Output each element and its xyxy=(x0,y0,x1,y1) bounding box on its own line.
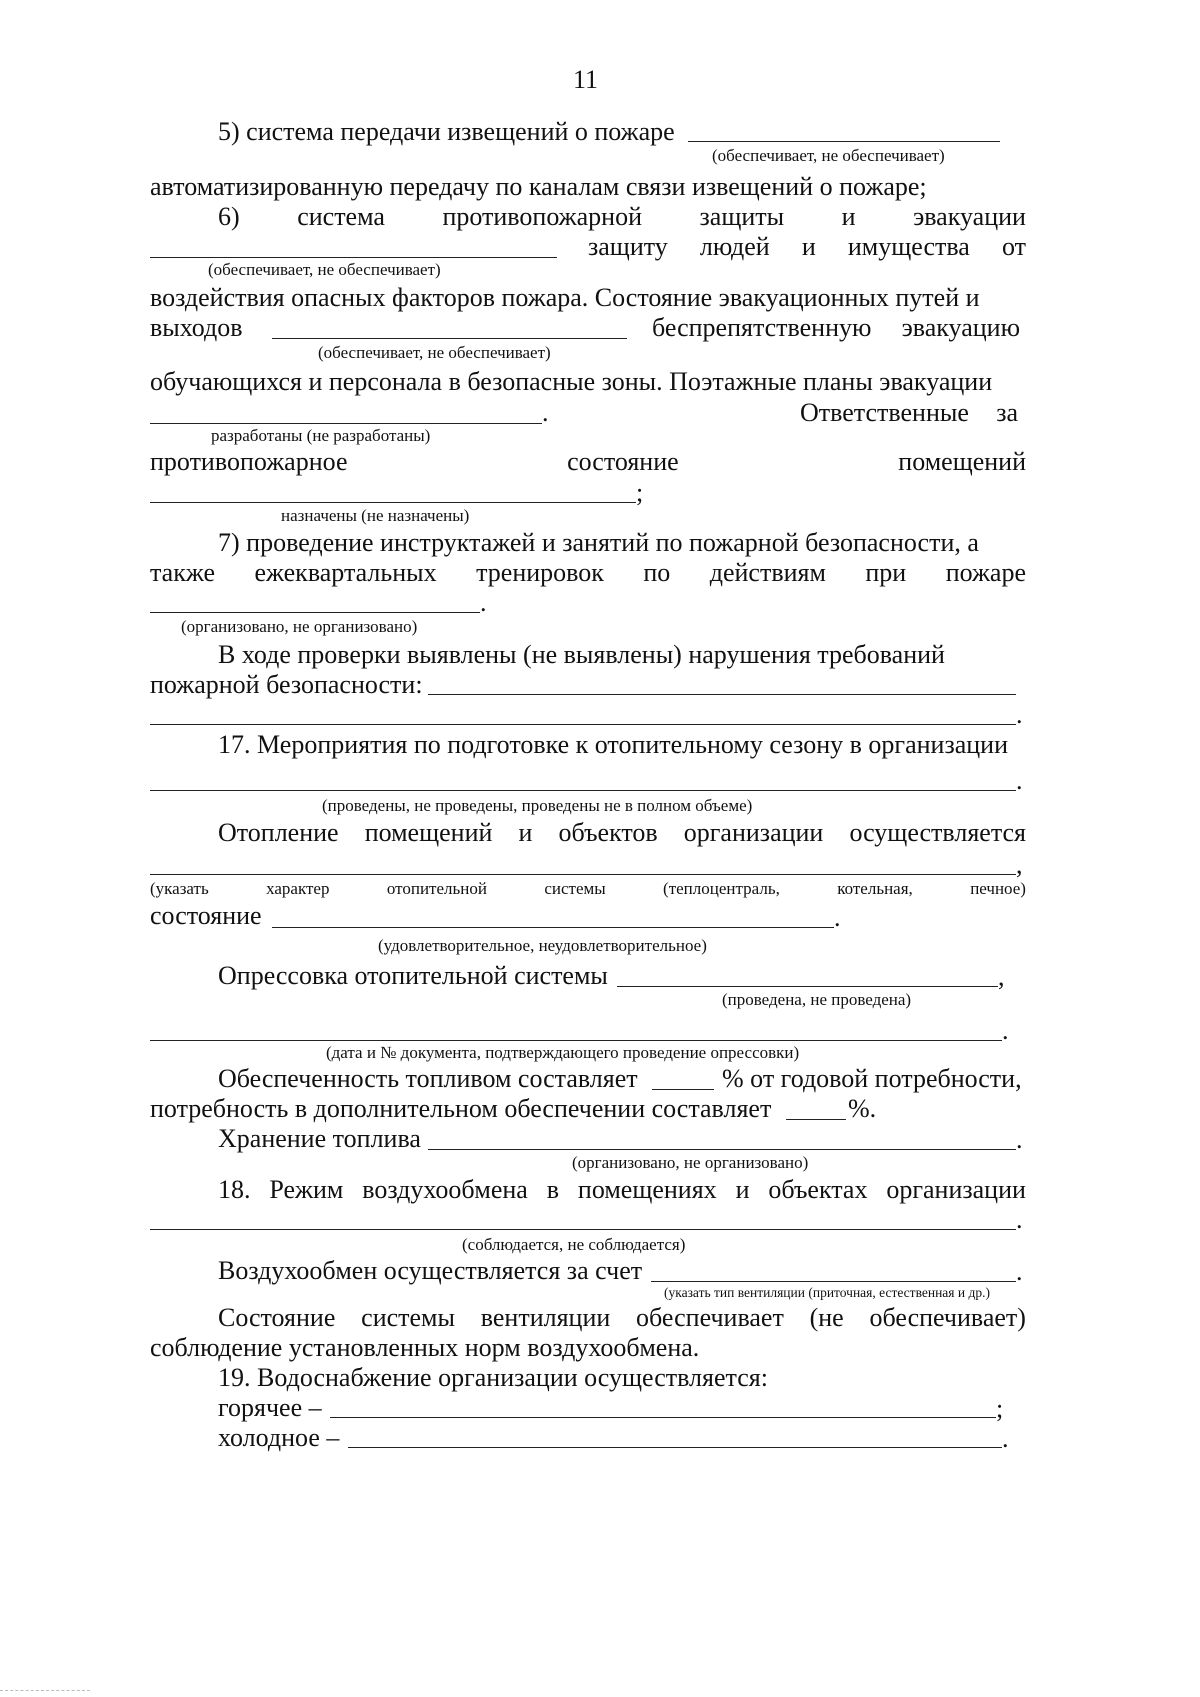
p6-hint-3: разработаны (не разработаны) xyxy=(211,426,431,445)
s18-line1: 18. Режим воздухообмена в помещениях и объектах организации xyxy=(218,1175,1026,1204)
heating-comma: , xyxy=(1016,850,1023,879)
p7-line2: также ежеквартальных тренировок по действиям при пожаре xyxy=(150,558,1026,587)
s18-dot: . xyxy=(1016,1205,1023,1234)
s18-hint: (соблюдается, не соблюдается) xyxy=(462,1235,686,1254)
violations-blank-1[interactable] xyxy=(428,694,1016,695)
p6-blank-3[interactable] xyxy=(150,423,542,424)
heating-blank[interactable] xyxy=(150,874,1016,875)
p6-dot: . xyxy=(542,398,549,427)
violations-blank-2[interactable] xyxy=(150,724,1016,725)
p6-responsible: Ответственные за xyxy=(800,398,1018,427)
s17-blank[interactable] xyxy=(150,790,1016,791)
pressure-doc-hint: (дата и № документа, подтверждающего проведение опрессовки) xyxy=(326,1043,800,1062)
fuel-percent-blank-2[interactable] xyxy=(786,1119,846,1120)
air-label: Воздухообмен осуществляется за счет xyxy=(218,1256,643,1285)
p6-line1: 6) система противопожарной защиты и эвакуации xyxy=(218,202,1026,231)
p6-hint-2: (обеспечивает, не обеспечивает) xyxy=(318,343,551,362)
pressure-doc-blank[interactable] xyxy=(150,1040,1002,1041)
cold-water-end: . xyxy=(1002,1424,1009,1453)
s17-line1: 17. Мероприятия по подготовке к отопительному сезону в организации xyxy=(218,730,1008,759)
state-dot: . xyxy=(834,903,841,932)
state-hint: (удовлетворительное, неудовлетворительное) xyxy=(378,936,707,955)
fuel-line1-b: % от годовой потребности, xyxy=(722,1064,1022,1093)
s17-dot: . xyxy=(1016,766,1023,795)
p7-blank[interactable] xyxy=(150,612,480,613)
p7-line1: 7) проведение инструктажей и занятий по пожарной безопасности, а xyxy=(218,528,979,557)
fuel-percent-blank-1[interactable] xyxy=(652,1089,714,1090)
hot-water-end: ; xyxy=(996,1394,1004,1423)
cold-water-blank[interactable] xyxy=(348,1447,1002,1448)
p6-blank-4[interactable] xyxy=(150,502,636,503)
fuel-line2-a: потребность в дополнительном обеспечении составляет xyxy=(150,1094,772,1123)
fuel-line2-b: %. xyxy=(848,1094,877,1123)
p6-hint-4: назначены (не назначены) xyxy=(281,506,470,525)
p6-line2: защиту людей и имущества от xyxy=(588,232,1026,261)
p5-continuation: автоматизированную передачу по каналам связи извещений о пожаре; xyxy=(150,172,927,201)
pressure-label: Опрессовка отопительной системы xyxy=(218,961,608,990)
storage-label: Хранение топлива xyxy=(218,1124,421,1153)
p6-line3: воздействия опасных факторов пожара. Состояние эвакуационных путей и xyxy=(150,283,980,312)
p5-hint: (обеспечивает, не обеспечивает) xyxy=(712,146,945,165)
vent-line2: соблюдение установленных норм воздухообмена. xyxy=(150,1333,700,1362)
p6-blank-2[interactable] xyxy=(272,338,627,339)
pressure-comma: , xyxy=(998,962,1005,991)
pressure-dot: . xyxy=(1002,1016,1009,1045)
violations-dot: . xyxy=(1016,700,1023,729)
state-blank[interactable] xyxy=(272,927,834,928)
p6-line7: противопожарное состояние помещений xyxy=(150,447,1026,476)
p7-hint: (организовано, не организовано) xyxy=(181,617,418,636)
air-blank[interactable] xyxy=(651,1281,1016,1282)
p6-hint-1: (обеспечивает, не обеспечивает) xyxy=(208,260,441,279)
vent-line1: Состояние системы вентиляции обеспечивает (не обеспечивает) xyxy=(218,1303,1026,1332)
air-hint: (указать тип вентиляции (приточная, естественная и др.) xyxy=(664,1285,990,1300)
p6-exits-tail: беспрепятственную эвакуацию xyxy=(652,313,1020,342)
storage-hint: (организовано, не организовано) xyxy=(572,1153,809,1172)
p6-line5: обучающихся и персонала в безопасные зоны. Поэтажные планы эвакуации xyxy=(150,367,993,396)
p5-lead: 5) система передачи извещений о пожаре xyxy=(218,117,675,146)
p6-exits-label: выходов xyxy=(150,313,243,342)
pressure-blank[interactable] xyxy=(617,986,998,987)
air-dot: . xyxy=(1016,1257,1023,1286)
state-label: состояние xyxy=(150,901,262,930)
cold-water-label: холодное – xyxy=(218,1423,340,1452)
s17-hint: (проведены, не проведены, проведены не в полном объеме) xyxy=(322,796,753,815)
p6-semicolon: ; xyxy=(636,478,644,507)
p5-blank[interactable] xyxy=(688,141,1000,142)
storage-dot: . xyxy=(1016,1125,1023,1154)
scan-edge-mark xyxy=(0,1690,90,1691)
violations-line1: В ходе проверки выявлены (не выявлены) нарушения требований xyxy=(218,640,945,669)
p7-dot: . xyxy=(480,588,487,617)
pressure-hint: (проведена, не проведена) xyxy=(722,990,912,1009)
heating-line1: Отопление помещений и объектов организации осуществляется xyxy=(218,818,1026,847)
violations-line2: пожарной безопасности: xyxy=(150,670,423,699)
s18-blank[interactable] xyxy=(150,1229,1016,1230)
fuel-line1-a: Обеспеченность топливом составляет xyxy=(218,1064,638,1093)
s19-line: 19. Водоснабжение организации осуществляется: xyxy=(218,1363,768,1392)
hot-water-label: горячее – xyxy=(218,1393,322,1422)
heating-hint: (указать характер отопительной системы (теплоцентраль, котельная, печное) xyxy=(150,879,1026,898)
p6-blank-1[interactable] xyxy=(150,257,557,258)
hot-water-blank[interactable] xyxy=(330,1417,996,1418)
storage-blank[interactable] xyxy=(428,1149,1016,1150)
page-number: 11 xyxy=(573,65,599,94)
